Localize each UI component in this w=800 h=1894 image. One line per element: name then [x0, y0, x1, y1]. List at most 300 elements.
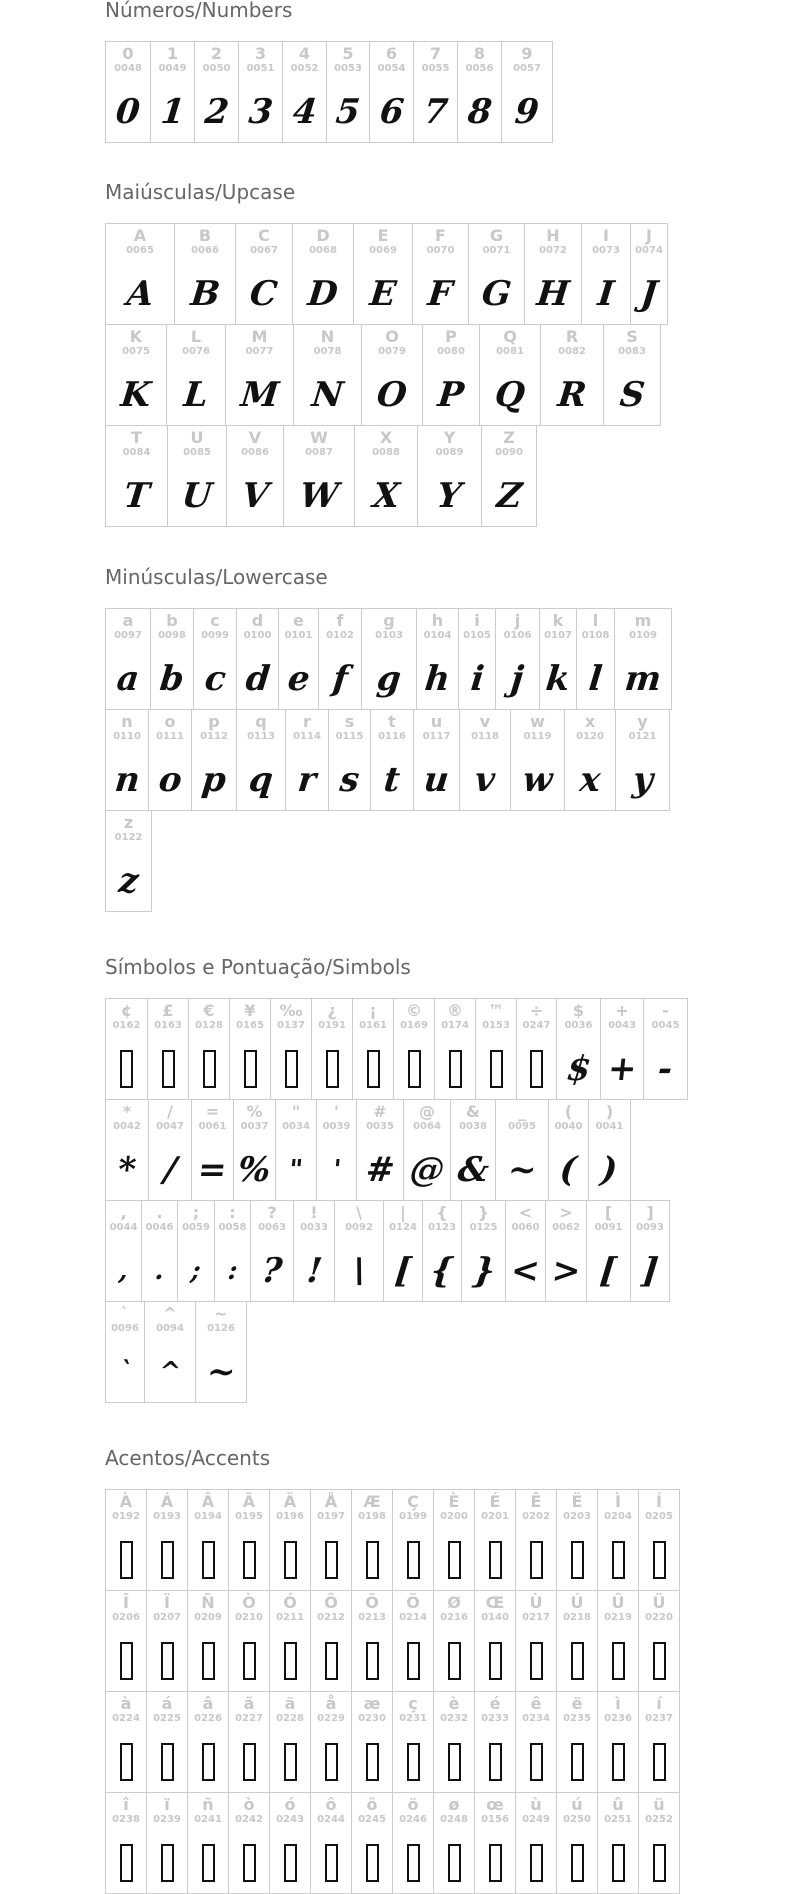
char-label: i — [474, 611, 480, 630]
char-code: 0237 — [645, 1713, 673, 1724]
missing-glyph-icon — [557, 1736, 597, 1788]
glyph-cell — [450, 1099, 496, 1201]
glyph-cell — [392, 1489, 434, 1591]
missing-glyph-icon — [639, 1635, 679, 1687]
char-code: 0108 — [581, 630, 610, 641]
glyph-sample: S — [617, 375, 647, 415]
glyph-preview — [357, 1144, 403, 1196]
char-code: 0100 — [243, 630, 272, 641]
char-label: + — [615, 1001, 629, 1020]
char-code: 0033 — [300, 1222, 328, 1233]
char-code: 0201 — [481, 1511, 509, 1522]
glyph-cell — [285, 709, 329, 811]
notdef-box-icon — [530, 1844, 543, 1882]
glyph-sample: [ — [392, 1251, 414, 1291]
char-label: ò — [243, 1795, 255, 1814]
missing-glyph-icon — [271, 1043, 311, 1095]
char-code: 0243 — [276, 1814, 304, 1825]
char-code: 0113 — [247, 731, 275, 742]
glyph-cell — [433, 1489, 475, 1591]
glyph-cell — [166, 324, 226, 426]
char-code: 0091 — [594, 1222, 623, 1233]
glyph-cell — [236, 709, 286, 811]
char-label: } — [477, 1203, 490, 1222]
missing-glyph-icon — [189, 1043, 229, 1095]
glyph-cell — [556, 1590, 598, 1692]
char-label: : — [229, 1203, 236, 1222]
section-title: Acentos/Accents — [105, 1446, 271, 1470]
glyph-cell — [416, 608, 459, 710]
char-label: C — [258, 226, 270, 245]
char-code: 0042 — [113, 1121, 141, 1132]
char-label: Ê — [530, 1492, 542, 1511]
glyph-preview — [192, 1144, 233, 1196]
char-label: c — [210, 611, 220, 630]
char-code: 0247 — [522, 1020, 551, 1031]
missing-glyph-icon — [270, 1635, 310, 1687]
missing-glyph-icon — [106, 1837, 146, 1889]
char-label: o — [164, 712, 176, 731]
char-code: 0169 — [400, 1020, 428, 1031]
char-label: Õ — [365, 1593, 379, 1612]
char-label: å — [325, 1694, 337, 1713]
glyph-cell — [392, 1590, 434, 1692]
glyph-cell — [630, 1200, 670, 1302]
char-code: 0074 — [635, 245, 663, 256]
glyph-sample: - — [656, 1049, 675, 1089]
glyph-preview — [151, 653, 193, 705]
glyph-preview — [502, 86, 552, 138]
char-code: 0075 — [122, 346, 150, 357]
glyph-cell — [144, 1301, 196, 1403]
glyph-cell — [370, 709, 414, 811]
glyph-preview — [362, 369, 422, 421]
char-code: 0153 — [482, 1020, 510, 1031]
char-code: 0071 — [482, 245, 511, 256]
char-code: 0200 — [440, 1511, 468, 1522]
glyph-row — [105, 810, 684, 911]
notdef-box-icon — [530, 1541, 543, 1579]
glyph-preview — [279, 653, 318, 705]
glyph-sample: 0 — [114, 92, 142, 132]
glyph-cell — [187, 1590, 229, 1692]
missing-glyph-icon — [639, 1736, 679, 1788]
glyph-sample: M — [238, 375, 281, 415]
notdef-box-icon — [244, 1050, 257, 1088]
char-label: î — [123, 1795, 129, 1814]
char-code: 0249 — [522, 1814, 550, 1825]
glyph-cell — [383, 1200, 423, 1302]
glyph-preview — [413, 268, 468, 320]
glyph-cell — [214, 1200, 251, 1302]
glyph-sample: ~ — [204, 1352, 238, 1392]
glyph-sample: ` — [116, 1357, 134, 1387]
glyph-sample: G — [479, 274, 514, 314]
glyph-sample: C — [248, 274, 280, 314]
missing-glyph-icon — [516, 1736, 556, 1788]
glyph-cell — [351, 1691, 393, 1793]
char-code: 0211 — [276, 1612, 304, 1623]
char-label: ã — [243, 1694, 255, 1713]
glyph-cell — [195, 1301, 247, 1403]
char-label: E — [377, 226, 389, 245]
glyph-cell — [194, 41, 239, 143]
glyph-sample: { — [428, 1251, 456, 1291]
char-label: u — [430, 712, 443, 731]
glyph-preview — [192, 754, 236, 806]
glyph-cell — [474, 1590, 516, 1692]
char-label: Ñ — [201, 1593, 215, 1612]
glyph-cell — [235, 223, 293, 325]
char-label: Ï — [164, 1593, 170, 1612]
char-code: 0196 — [276, 1511, 304, 1522]
glyph-sample: c — [202, 659, 228, 699]
glyph-preview — [601, 1043, 643, 1095]
char-label: g — [383, 611, 395, 630]
glyph-sample: I — [595, 274, 617, 314]
char-label: | — [400, 1203, 406, 1222]
glyph-row — [105, 998, 701, 1099]
char-label: 6 — [385, 44, 398, 63]
char-code: 0156 — [481, 1814, 509, 1825]
glyph-preview — [236, 268, 292, 320]
glyph-sample: v — [473, 760, 497, 800]
char-label: Ü — [652, 1593, 666, 1612]
missing-glyph-icon — [311, 1635, 351, 1687]
char-code: 0232 — [440, 1713, 468, 1724]
glyph-preview — [293, 268, 353, 320]
char-label: ú — [571, 1795, 583, 1814]
glyph-preview — [615, 653, 671, 705]
char-code: 0128 — [195, 1020, 223, 1031]
notdef-box-icon — [571, 1642, 584, 1680]
glyph-preview — [106, 86, 150, 138]
glyph-sample: A — [124, 274, 156, 314]
glyph-sample: n — [112, 760, 142, 800]
char-label: ) — [605, 1102, 614, 1121]
glyph-row — [105, 324, 677, 425]
glyph-sample: 8 — [465, 92, 494, 132]
notdef-box-icon — [162, 1050, 175, 1088]
notdef-box-icon — [161, 1642, 174, 1680]
char-code: 0162 — [112, 1020, 141, 1031]
glyph-preview — [362, 653, 416, 705]
glyph-cell — [433, 1590, 475, 1692]
notdef-box-icon — [612, 1642, 625, 1680]
glyph-sample: ; — [189, 1256, 203, 1286]
glyph-cell — [586, 1200, 631, 1302]
glyph-cell — [588, 1099, 631, 1201]
glyph-cell — [105, 1489, 147, 1591]
glyph-sample: u — [422, 760, 451, 800]
char-code: 0054 — [377, 63, 406, 74]
char-code: 0047 — [156, 1121, 184, 1132]
char-code: 0248 — [440, 1814, 468, 1825]
missing-glyph-icon — [148, 1043, 188, 1095]
glyph-preview — [294, 1245, 334, 1297]
notdef-box-icon — [120, 1050, 133, 1088]
char-label: H — [546, 226, 560, 245]
char-label: ] — [646, 1203, 654, 1222]
char-label: Q — [503, 327, 517, 346]
char-code: 0203 — [563, 1511, 591, 1522]
notdef-box-icon — [202, 1642, 215, 1680]
glyph-cell — [150, 41, 195, 143]
char-label: Y — [443, 428, 456, 447]
notdef-box-icon — [285, 1050, 298, 1088]
glyph-cell — [105, 223, 175, 325]
missing-glyph-icon — [270, 1837, 310, 1889]
glyph-preview — [589, 1144, 630, 1196]
missing-glyph-icon — [393, 1736, 433, 1788]
char-label: ` — [121, 1304, 129, 1323]
char-code: 0048 — [114, 63, 142, 74]
glyph-cell — [105, 324, 167, 426]
char-label: w — [530, 712, 545, 731]
glyph-cell — [515, 1489, 557, 1591]
glyph-cell — [236, 608, 279, 710]
char-code: 0238 — [112, 1814, 140, 1825]
char-code: 0226 — [194, 1713, 222, 1724]
glyph-cell — [187, 1792, 229, 1894]
char-label: ì — [615, 1694, 621, 1713]
char-code: 0195 — [235, 1511, 263, 1522]
notdef-box-icon — [407, 1844, 420, 1882]
char-label: ä — [284, 1694, 296, 1713]
char-code: 0077 — [245, 346, 274, 357]
glyph-cell — [356, 1099, 404, 1201]
char-code: 0073 — [592, 245, 620, 256]
char-code: 0092 — [345, 1222, 373, 1233]
char-label: Ò — [242, 1593, 256, 1612]
notdef-box-icon — [407, 1642, 420, 1680]
glyph-cell — [614, 608, 672, 710]
glyph-sample: D — [306, 274, 340, 314]
char-label: M — [251, 327, 268, 346]
char-label: ù — [530, 1795, 542, 1814]
notdef-box-icon — [571, 1743, 584, 1781]
char-code: 0242 — [235, 1814, 263, 1825]
char-code: 0067 — [250, 245, 278, 256]
char-label: Ó — [283, 1593, 297, 1612]
char-label: £ — [162, 1001, 174, 1020]
char-code: 0219 — [604, 1612, 632, 1623]
char-code: 0115 — [335, 731, 364, 742]
char-label: P — [445, 327, 457, 346]
glyph-preview — [506, 1245, 545, 1297]
glyph-sample: 2 — [202, 92, 231, 132]
missing-glyph-icon — [393, 1837, 433, 1889]
char-label: b — [166, 611, 178, 630]
notdef-box-icon — [408, 1050, 421, 1088]
missing-glyph-icon — [557, 1534, 597, 1586]
glyph-cell — [278, 608, 319, 710]
missing-glyph-icon — [230, 1043, 270, 1095]
char-code: 0239 — [153, 1814, 181, 1825]
char-code: 0213 — [358, 1612, 386, 1623]
glyph-cell — [105, 1200, 142, 1302]
missing-glyph-icon — [311, 1534, 351, 1586]
glyph-preview — [178, 1245, 214, 1297]
glyph-cell — [233, 1099, 276, 1201]
glyph-sample: O — [375, 375, 409, 415]
glyph-cell — [352, 998, 394, 1100]
char-code: 0072 — [539, 245, 567, 256]
glyph-cell — [174, 223, 236, 325]
notdef-box-icon — [243, 1541, 256, 1579]
glyph-cell — [615, 709, 670, 811]
notdef-box-icon — [653, 1541, 666, 1579]
char-code: 0043 — [608, 1020, 636, 1031]
glyph-grid — [105, 1489, 693, 1893]
missing-glyph-icon — [229, 1736, 269, 1788]
glyph-preview — [496, 653, 539, 705]
glyph-sample: ! — [304, 1251, 324, 1291]
glyph-preview — [196, 1346, 246, 1398]
glyph-sample: V — [239, 476, 271, 516]
glyph-preview — [142, 1245, 177, 1297]
notdef-box-icon — [325, 1743, 338, 1781]
glyph-sample: & — [455, 1150, 491, 1190]
notdef-box-icon — [202, 1541, 215, 1579]
char-code: 0197 — [317, 1511, 345, 1522]
missing-glyph-icon — [188, 1534, 228, 1586]
char-code: 0124 — [389, 1222, 417, 1233]
char-code: 0174 — [441, 1020, 469, 1031]
glyph-cell — [328, 709, 371, 811]
glyph-cell — [556, 1489, 598, 1591]
char-code: 0210 — [235, 1612, 263, 1623]
char-label: Î — [123, 1593, 129, 1612]
glyph-cell — [228, 1590, 270, 1692]
char-code: 0080 — [437, 346, 465, 357]
notdef-box-icon — [203, 1050, 216, 1088]
glyph-preview — [145, 1346, 195, 1398]
missing-glyph-icon — [106, 1635, 146, 1687]
glyph-grid — [105, 41, 562, 142]
glyph-cell — [393, 998, 435, 1100]
char-code: 0236 — [604, 1713, 632, 1724]
missing-glyph-icon — [476, 1043, 516, 1095]
missing-glyph-icon — [475, 1635, 515, 1687]
char-code: 0231 — [399, 1713, 427, 1724]
glyph-cell — [638, 1792, 680, 1894]
glyph-sample: s — [337, 760, 362, 800]
char-label: Ä — [283, 1492, 297, 1511]
glyph-cell — [150, 608, 194, 710]
char-code: 0056 — [465, 63, 494, 74]
notdef-box-icon — [530, 1642, 543, 1680]
glyph-cell — [361, 324, 423, 426]
char-label: W — [310, 428, 328, 447]
char-label: > — [559, 1203, 573, 1222]
glyph-cell — [545, 1200, 587, 1302]
glyph-cell — [191, 1099, 234, 1201]
char-label: R — [565, 327, 579, 346]
char-code: 0204 — [604, 1511, 632, 1522]
missing-glyph-icon — [517, 1043, 556, 1095]
char-label: ~ — [214, 1304, 228, 1323]
char-label: © — [406, 1001, 422, 1020]
glyph-sample: T — [121, 476, 152, 516]
char-label: p — [208, 712, 220, 731]
section-numbers — [105, 0, 562, 142]
char-label: ! — [310, 1203, 318, 1222]
glyph-cell — [434, 998, 476, 1100]
missing-glyph-icon — [475, 1736, 515, 1788]
notdef-box-icon — [325, 1541, 338, 1579]
char-label: z — [123, 813, 134, 832]
char-label: È — [448, 1492, 460, 1511]
char-label: ® — [447, 1001, 463, 1020]
glyph-sample: P — [436, 375, 466, 415]
glyph-cell — [643, 998, 688, 1100]
glyph-cell — [334, 1200, 384, 1302]
char-label: ç — [408, 1694, 418, 1713]
char-code: 0230 — [358, 1713, 386, 1724]
glyph-sample: ] — [639, 1251, 661, 1291]
char-label: Ã — [242, 1492, 256, 1511]
char-code: 0161 — [359, 1020, 387, 1031]
missing-glyph-icon — [598, 1635, 638, 1687]
notdef-box-icon — [448, 1844, 461, 1882]
glyph-cell — [105, 1691, 147, 1793]
char-code: 0051 — [246, 63, 275, 74]
glyph-preview — [370, 86, 413, 138]
glyph-preview — [149, 754, 191, 806]
glyph-preview — [469, 268, 524, 320]
glyph-cell — [433, 1792, 475, 1894]
glyph-preview — [317, 1144, 356, 1196]
glyph-sample: ( — [558, 1150, 579, 1190]
section-upcase — [105, 182, 677, 526]
glyph-cell — [556, 998, 601, 1100]
char-label: Ö — [406, 1593, 420, 1612]
glyph-sample: k — [544, 659, 572, 699]
glyph-preview — [462, 1245, 505, 1297]
char-code: 0225 — [153, 1713, 181, 1724]
glyph-preview — [423, 369, 479, 421]
char-code: 0126 — [207, 1323, 235, 1334]
glyph-preview — [384, 1245, 422, 1297]
glyph-cell — [392, 1792, 434, 1894]
char-label: q — [255, 712, 267, 731]
glyph-cell — [468, 223, 525, 325]
notdef-box-icon — [653, 1743, 666, 1781]
notdef-box-icon — [325, 1642, 338, 1680]
char-code: 0224 — [112, 1713, 140, 1724]
glyph-sample: 5 — [334, 92, 362, 132]
glyph-sample: m — [622, 659, 664, 699]
char-code: 0062 — [552, 1222, 580, 1233]
notdef-box-icon — [243, 1743, 256, 1781]
char-label: * — [122, 1102, 132, 1121]
char-label: í — [656, 1694, 662, 1713]
glyph-preview — [327, 86, 369, 138]
char-label: Â — [201, 1492, 215, 1511]
char-label: 0 — [122, 44, 134, 63]
glyph-cell — [539, 608, 577, 710]
glyph-cell — [105, 998, 148, 1100]
missing-glyph-icon — [393, 1534, 433, 1586]
char-label: T — [131, 428, 142, 447]
glyph-preview — [480, 369, 540, 421]
char-label: $ — [572, 1001, 585, 1020]
char-label: 5 — [342, 44, 354, 63]
char-code: 0063 — [258, 1222, 286, 1233]
glyph-preview — [226, 369, 293, 421]
glyph-cell — [576, 608, 615, 710]
